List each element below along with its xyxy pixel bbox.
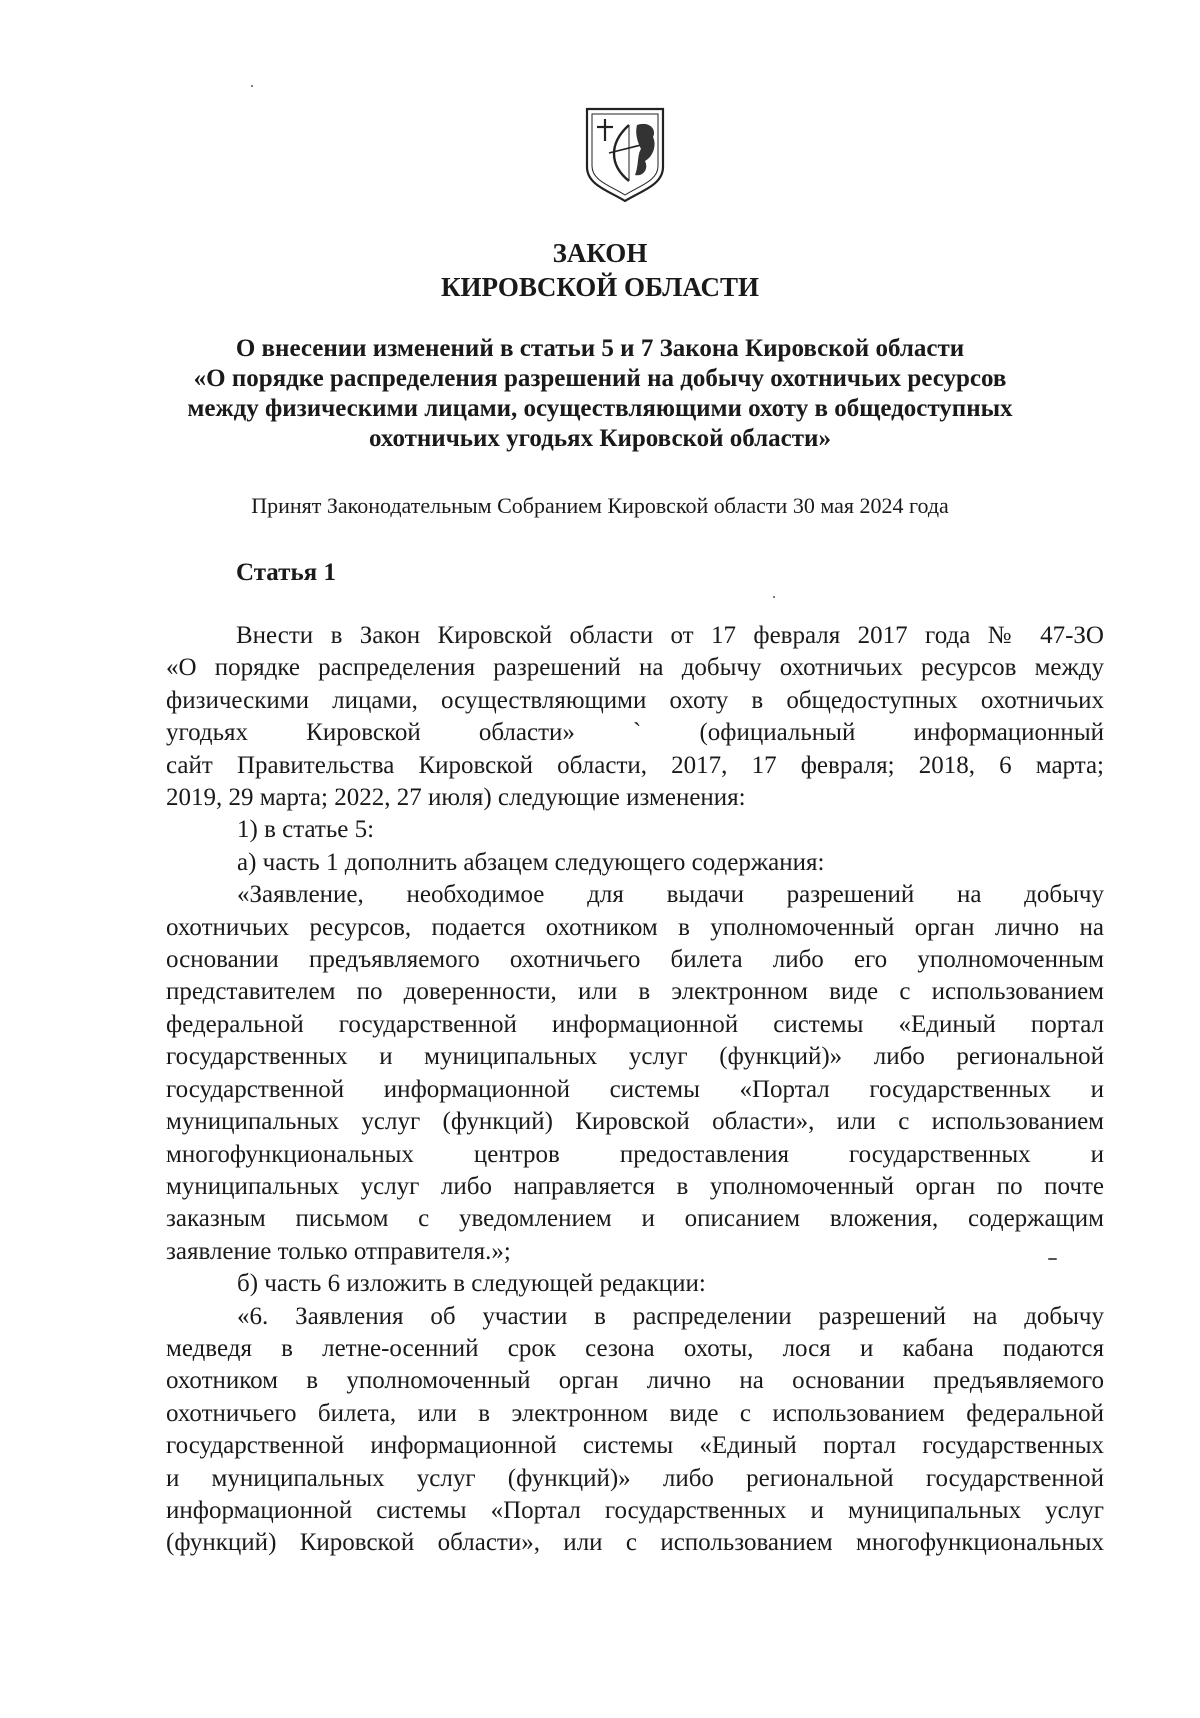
body-line: информационной системы «Портал государственных и муниципальных услуг <box>166 1496 1104 1524</box>
body-line: охотничьего билета, или в электронном виде с использованием федеральной <box>166 1399 1104 1427</box>
body-line: представителем по доверенности, или в электронном виде с использованием <box>166 978 1104 1006</box>
body-line: 2019, 29 марта; 2022, 27 июля) следующие изменения: <box>166 784 746 812</box>
body-line: (функций) Кировской области», или с использованием многофункциональных <box>166 1529 1104 1557</box>
body-line: охотничьих ресурсов, подается охотником в уполномоченный орган лично на <box>166 913 1104 941</box>
adoption-note: Принят Законодательным Собранием Кировской области 30 мая 2024 года <box>251 493 949 518</box>
body-line: муниципальных услуг (функций) Кировской области», или с использованием <box>166 1108 1104 1136</box>
subject-line: «О порядке распределения разрешений на добычу охотничьих ресурсов <box>193 365 1007 392</box>
body-line: муниципальных услуг либо направляется в уполномоченный орган по почте <box>166 1172 1104 1200</box>
subject-line: О внесении изменений в статьи 5 и 7 Закона Кировской области <box>235 335 965 362</box>
body-line: заказным письмом с уведомлением и описанием вложения, содержащим <box>166 1205 1104 1233</box>
subject-line: между физическими лицами, осуществляющими охоту в общедоступных <box>187 395 1013 422</box>
body-line: а) часть 1 дополнить абзацем следующего содержания: <box>237 848 825 876</box>
coat-of-arms-icon <box>583 105 667 203</box>
body-line: 1) в статье 5: <box>237 816 375 844</box>
body-line: физическими лицами, осуществляющими охоту в общедоступных охотничьих <box>166 686 1104 714</box>
body-line: охотником в уполномоченный орган лично на основании предъявляемого <box>166 1367 1104 1395</box>
body-line: многофункциональных центров предоставления государственных и <box>166 1140 1104 1168</box>
subject-line: охотничьих угодьях Кировской области» <box>369 425 831 452</box>
scan-speck <box>773 596 775 598</box>
body-line: «6. Заявления об участии в распределении разрешений на добычу <box>237 1302 1104 1330</box>
body-line: сайт Правительства Кировской области, 2017, 17 февраля; 2018, 6 марта; <box>166 751 1104 779</box>
body-line: Внести в Закон Кировской области от 17 февраля 2017 года № 47-ЗО <box>236 622 1104 649</box>
body-line: государственной информационной системы «Портал государственных и <box>166 1075 1104 1103</box>
body-line: заявление только отправителя.»; <box>166 1237 511 1265</box>
law-word: ЗАКОН <box>552 238 648 268</box>
body-line: медведя в летне-осенний срок сезона охоты, лося и кабана подаются <box>166 1334 1104 1362</box>
article-body <box>166 620 1104 1560</box>
body-line: и муниципальных услуг (функций)» либо региональной государственной <box>166 1464 1104 1492</box>
body-line: «Заявление, необходимое для выдачи разрешений на добычу <box>237 881 1104 909</box>
body-line: б) часть 6 изложить в следующей редакции: <box>237 1270 706 1298</box>
region-name: КИРОВСКОЙ ОБЛАСТИ <box>440 272 760 302</box>
body-line: государственных и муниципальных услуг (функций)» либо региональной <box>166 1043 1104 1071</box>
body-line: основании предъявляемого охотничьего билета либо его уполномоченным <box>166 946 1104 974</box>
law-subject <box>0 334 1200 454</box>
law-title <box>0 236 1200 304</box>
body-line: «О порядке распределения разрешений на добычу охотничьих ресурсов между <box>166 654 1104 682</box>
body-line: государственной информационной системы «Единый портал государственных <box>166 1432 1104 1460</box>
scan-speck <box>1048 1258 1057 1260</box>
body-line: угодьях Кировской области» ` (официальный информационный <box>166 719 1104 747</box>
article-heading: Статья 1 <box>236 559 336 586</box>
body-line: федеральной государственной информационной системы «Единый портал <box>166 1010 1104 1038</box>
scan-speck <box>251 85 253 87</box>
